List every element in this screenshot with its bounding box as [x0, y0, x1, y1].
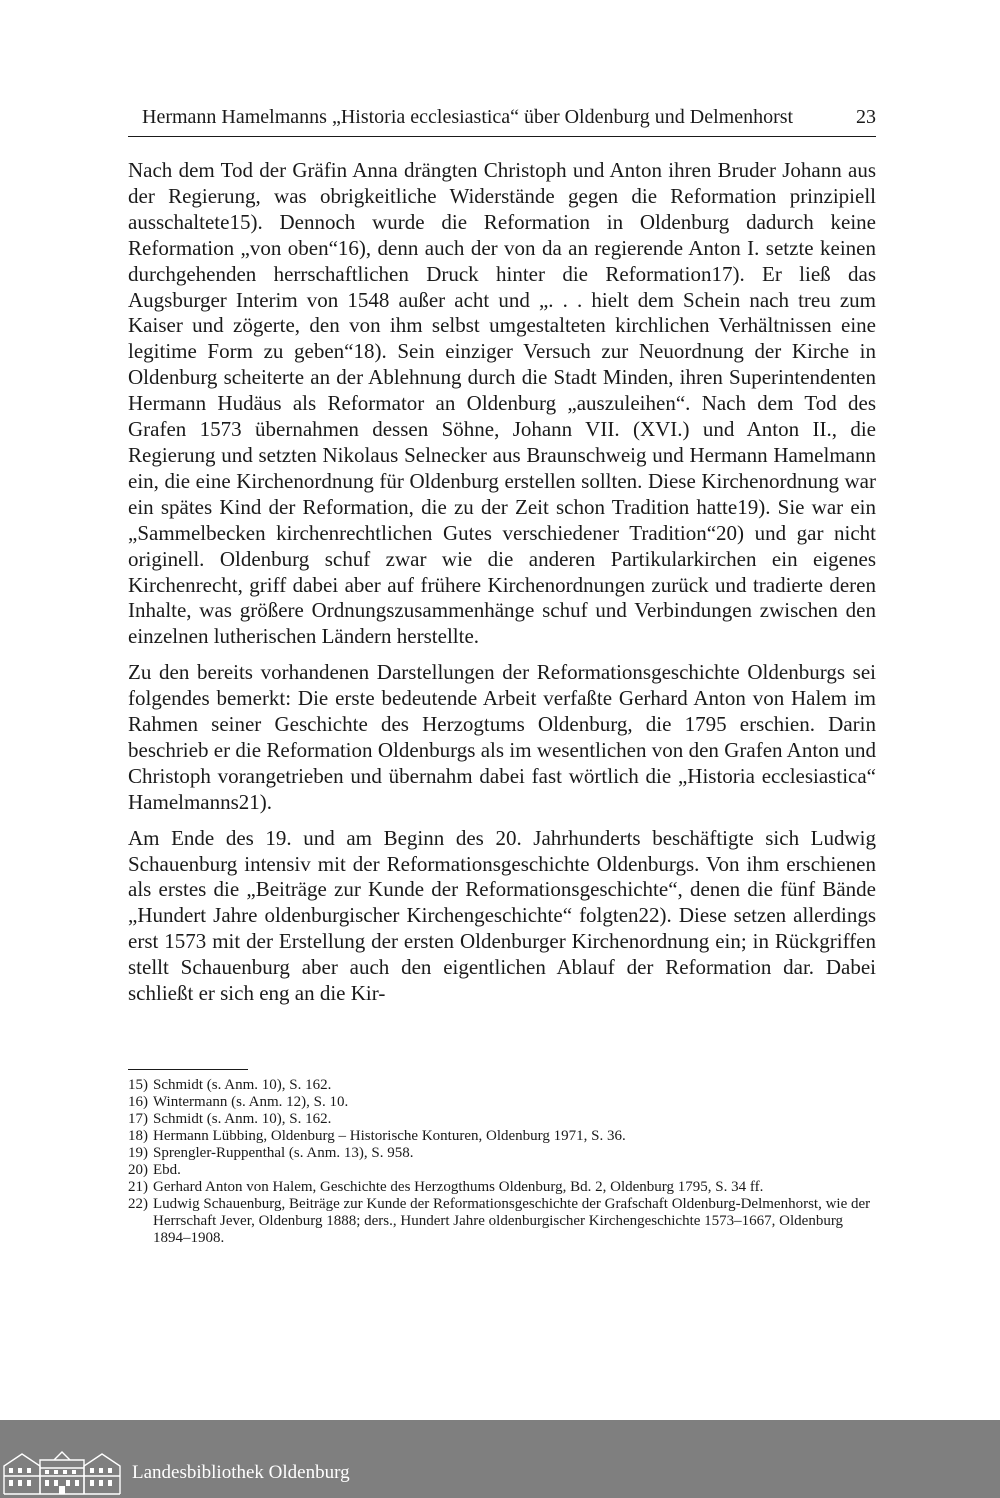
- footnote: [128, 1094, 876, 1111]
- footnote-text: Ebd.: [153, 1162, 181, 1178]
- footnote-text: Sprengler-Ruppenthal (s. Anm. 13), S. 958.: [153, 1145, 414, 1161]
- footnote-number: 15): [128, 1077, 148, 1093]
- footnote-number: 21): [128, 1179, 148, 1195]
- footnote-number: 20): [128, 1162, 148, 1178]
- footnote: [128, 1128, 876, 1145]
- footnote: [128, 1196, 876, 1247]
- footnote-text: Hermann Lübbing, Oldenburg – Historische Konturen, Oldenburg 1971, S. 36.: [153, 1128, 626, 1144]
- footnote: [128, 1077, 876, 1094]
- main-text: [128, 158, 876, 1017]
- footnote-text: Ludwig Schauenburg, Beiträge zur Kunde der Reformationsgeschichte der Grafschaft Oldenburg-Delmenhorst, wie der Herrschaft Jever, Oldenburg 1888; ders., Hundert Jahre oldenburgischer Kirchengeschichte 1573–1667, Oldenburg 1894–1908.: [153, 1196, 871, 1246]
- paragraph: Nach dem Tod der Gräfin Anna drängten Christoph und Anton ihren Bruder Johann aus der Regierung, was obrigkeitliche Widerstände gegen die Reformation prinzipiell ausschaltete15). Dennoch wurde die Reformation in Oldenburg dadurch keine Reformation „von oben“16), denn auch der von da an regierende Anton I. setzte keinen durchgehenden herrschaftlichen Druck hinter die Reformation17). Er ließ das Augsburger Interim von 1548 außer acht und „. . . hielt dem Schein nach treu zum Kaiser und zögerte, den von ihm selbst umgestalteten kirchlichen Verhältnissen eine legitime Form zu geben“18). Sein einziger Versuch zur Neuordnung der Kirche in Oldenburg scheiterte an der Ablehnung durch die Stadt Minden, ihren Superintendenten Hermann Hudäus als Reformator an Oldenburg „auszuleihen“. Nach dem Tod des Grafen 1573 übernahmen dessen Söhne, Johann VII. (XVI.) und Anton II., die Regierung und setzten Nikolaus Selnecker aus Braunschweig und Hermann Hamelmann ein, die eine Kirchenordnung für Oldenburg erstellen sollten. Diese Kirchenordnung war ein spätes Kind der Reformation, die zu der Zeit schon Tradition hatte19). Sie war ein „Sammelbecken kirchenrechtlichen Gutes verschiedener Tradition“20) und gar nicht originell. Oldenburg schuf zwar wie die anderen Partikularkirchen ein eigenes Kirchenrecht, griff dabei aber auf frühere Kirchenordnungen zurück und tradierte deren Inhalte, was größere Ordnungszusammenhänge schuf und Verbindungen zwischen den einzelnen lutherischen Ländern herstellte.: [128, 158, 876, 649]
- library-name: Landesbibliothek Oldenburg: [132, 1462, 350, 1483]
- footnote-text: Schmidt (s. Anm. 10), S. 162.: [153, 1077, 332, 1093]
- footnote: [128, 1179, 876, 1196]
- paragraph: Am Ende des 19. und am Beginn des 20. Jahrhunderts beschäftigte sich Ludwig Schauenburg intensiv mit der Reformationsgeschichte Oldenburgs. Von ihm erschienen als erstes die „Beiträge zur Kunde der Reformationsgeschichte“, denen die fünf Bände „Hundert Jahre oldenburgischer Kirchengeschichte“ folgten22). Diese setzen allerdings erst 1573 mit der Erstellung der ersten Oldenburger Kirchenordnung ein; in Rückgriffen stellt Schauenburg aber auch den eigentlichen Ablauf der Reformation dar. Dabei schließt er sich eng an die Kir-: [128, 825, 876, 1006]
- page-number: 23: [856, 106, 876, 128]
- footnote-number: 17): [128, 1111, 148, 1127]
- footnote-text: Schmidt (s. Anm. 10), S. 162.: [153, 1111, 332, 1127]
- footnote-text: Wintermann (s. Anm. 12), S. 10.: [153, 1094, 349, 1110]
- paragraph: Zu den bereits vorhandenen Darstellungen der Reformationsgeschichte Oldenburgs sei folgendes bemerkt: Die erste bedeutende Arbeit verfaßte Gerhard Anton von Halem im Rahmen seiner Geschichte des Herzogtums Oldenburg, die 1795 erschien. Darin beschrieb er die Reformation Oldenburgs als im wesentlichen von den Grafen Anton und Christoph vorangetrieben und übernahm dabei fast wörtlich die „Historia ecclesiastica“ Hamelmanns21).: [128, 660, 876, 814]
- header-rule: [128, 136, 876, 137]
- footnote-number: 18): [128, 1128, 148, 1144]
- footnote-number: 19): [128, 1145, 148, 1161]
- footnote: [128, 1145, 876, 1162]
- footnote: [128, 1111, 876, 1128]
- footnote: [128, 1162, 876, 1179]
- footnote-rule: [128, 1069, 248, 1070]
- library-building-icon: [2, 1446, 122, 1496]
- footnote-text: Gerhard Anton von Halem, Geschichte des Herzogthums Oldenburg, Bd. 2, Oldenburg 1795, S. 34 ff.: [153, 1179, 764, 1195]
- footnotes: [128, 1077, 876, 1247]
- footnote-number: 16): [128, 1094, 148, 1110]
- footnote-number: 22): [128, 1196, 148, 1212]
- running-title: Hermann Hamelmanns „Historia ecclesiastica“ über Oldenburg und Delmenhorst: [142, 106, 794, 128]
- library-footer: [0, 1420, 1000, 1498]
